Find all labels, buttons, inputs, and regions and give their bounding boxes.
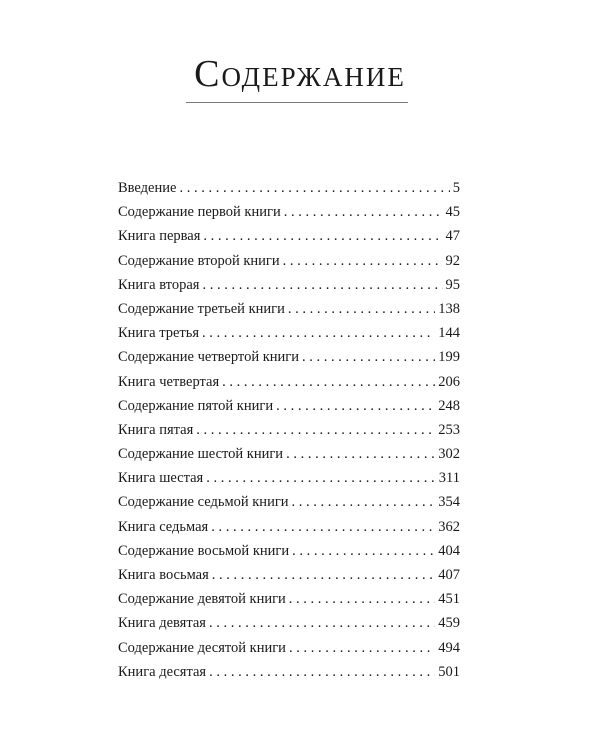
dot-leader (292, 539, 435, 563)
toc-entry-title: Книга девятая (118, 615, 206, 632)
toc-entry-title: Книга пятая (118, 421, 194, 438)
toc-page-number: 494 (438, 639, 460, 656)
dot-leader (284, 200, 443, 224)
toc-list (118, 176, 460, 684)
dot-leader (179, 176, 449, 200)
toc-entry-title: Содержание третьей книги (118, 300, 285, 317)
toc-entry[interactable] (118, 297, 460, 321)
toc-page-number: 501 (438, 663, 460, 680)
toc-entry[interactable] (118, 321, 460, 345)
toc-entry-title: Книга восьмая (118, 567, 209, 583)
toc-page-number: 302 (438, 446, 460, 463)
toc-entry[interactable] (118, 466, 460, 490)
toc-entry-title: Содержание пятой книги (118, 397, 274, 414)
toc-entry-title: Содержание четвертой книги (118, 349, 299, 366)
toc-entry-title: Книга первая (118, 228, 201, 245)
toc-page-number: 362 (438, 518, 460, 535)
toc-page-number: 253 (438, 421, 460, 438)
toc-entry-title: Содержание второй книги (118, 252, 280, 269)
toc-entry[interactable] (118, 249, 460, 273)
page-title: Содержание (194, 53, 406, 95)
toc-entry-title: Содержание седьмой книги (118, 494, 289, 511)
dot-leader (292, 490, 436, 514)
toc-page-number: 45 (445, 204, 460, 221)
dot-leader (209, 660, 435, 684)
toc-entry[interactable] (118, 587, 460, 611)
dot-leader (206, 466, 436, 490)
toc-page-number: 404 (438, 542, 460, 559)
dot-leader (203, 224, 442, 248)
toc-page-number: 311 (438, 470, 460, 487)
toc-entry-title: Книга четвертая (118, 373, 220, 390)
toc-entry-title: Введение (118, 180, 177, 196)
toc-entry[interactable] (118, 515, 460, 539)
dot-leader (196, 418, 435, 442)
dot-leader (222, 370, 435, 394)
toc-entry[interactable] (118, 660, 460, 684)
dot-leader (202, 273, 442, 297)
toc-page-number: 144 (438, 325, 460, 342)
toc-entry-title: Книга шестая (118, 470, 204, 487)
toc-page-number: 407 (438, 567, 460, 583)
toc-entry[interactable] (118, 418, 460, 442)
dot-leader (302, 345, 435, 369)
toc-entry[interactable] (118, 442, 460, 466)
toc-entry[interactable] (118, 345, 460, 369)
dot-leader (283, 249, 443, 273)
toc-entry[interactable] (118, 273, 460, 297)
toc-entry[interactable] (118, 176, 460, 200)
toc-entry[interactable] (118, 200, 460, 224)
dot-leader (212, 563, 435, 587)
toc-page-number: 95 (445, 276, 460, 293)
toc-page-number: 459 (438, 615, 460, 632)
toc-entry[interactable] (118, 636, 460, 660)
toc-entry[interactable] (118, 539, 460, 563)
toc-entry-title: Книга седьмая (118, 518, 209, 535)
toc-entry-title: Содержание восьмой книги (118, 542, 290, 559)
toc-page-number: 138 (438, 300, 460, 317)
toc-entry-title: Книга десятая (118, 663, 207, 680)
toc-page-number: 47 (445, 228, 460, 245)
toc-page-number: 199 (438, 349, 460, 366)
toc-entry-title: Содержание первой книги (118, 204, 281, 221)
toc-entry[interactable] (118, 563, 460, 587)
toc-page-number: 248 (438, 397, 460, 414)
toc-entry[interactable] (118, 490, 460, 514)
toc-entry-title: Содержание девятой книги (118, 591, 286, 608)
toc-entry-title: Книга вторая (118, 276, 200, 293)
dot-leader (276, 394, 435, 418)
dot-leader (289, 636, 435, 660)
toc-entry-title: Содержание десятой книги (118, 639, 286, 656)
dot-leader (289, 587, 435, 611)
toc-page-number: 451 (438, 591, 460, 608)
toc-page-number: 354 (438, 494, 460, 511)
toc-page-number: 92 (445, 252, 460, 269)
dot-leader (202, 321, 435, 345)
toc-page-number: 206 (438, 373, 460, 390)
toc-entry[interactable] (118, 224, 460, 248)
toc-entry-title: Книга третья (118, 325, 200, 342)
toc-entry-title: Содержание шестой книги (118, 446, 284, 463)
dot-leader (288, 297, 435, 321)
toc-entry[interactable] (118, 394, 460, 418)
title-underline (186, 102, 408, 103)
toc-page-number: 5 (452, 180, 460, 196)
dot-leader (209, 611, 435, 635)
toc-entry[interactable] (118, 611, 460, 635)
dot-leader (211, 515, 435, 539)
toc-entry[interactable] (118, 370, 460, 394)
dot-leader (286, 442, 435, 466)
